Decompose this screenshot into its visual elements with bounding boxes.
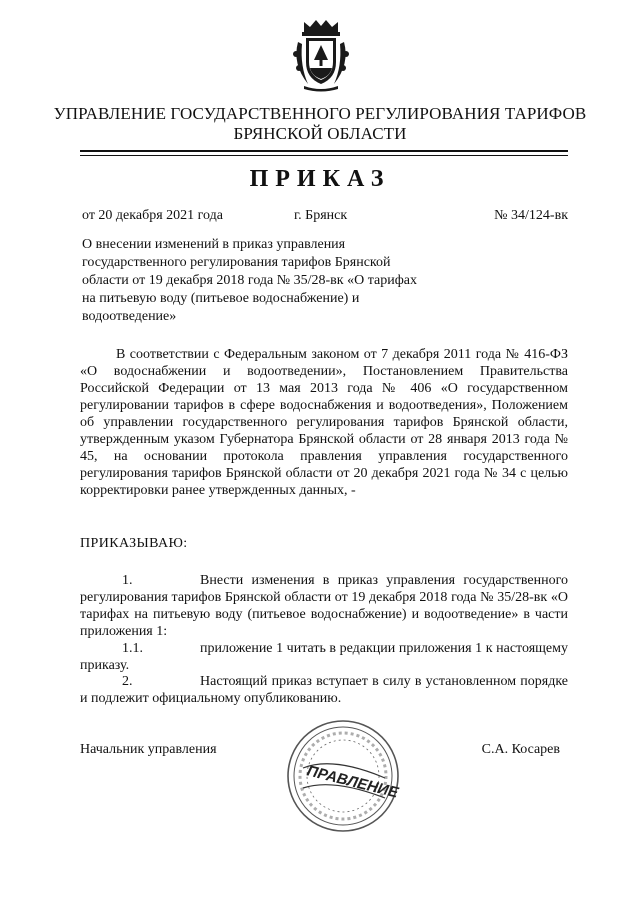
item-number: 1.1.: [122, 641, 143, 656]
item-text: Настоящий приказ вступает в силу в установленном порядке и подлежит официальному опубликованию.: [80, 674, 568, 706]
header-rule-thin: [80, 155, 568, 156]
official-seal-icon: [283, 716, 403, 836]
order-item-1-1: [80, 640, 568, 674]
seal-text: ПРАВЛЕНИЕ: [305, 762, 400, 802]
org-name-line1: УПРАВЛЕНИЕ ГОСУДАРСТВЕННОГО РЕГУЛИРОВАНИЯ ТАРИФОВ: [53, 104, 587, 123]
header-rule-thick: [80, 150, 568, 152]
document-city: г. Брянск: [294, 208, 348, 223]
document-date: от 20 декабря 2021 года: [82, 208, 223, 223]
item-number: 1.: [122, 573, 133, 588]
signatory-position: Начальник управления: [80, 742, 217, 757]
document-subject: О внесении изменений в приказ управления государственного регулирования тарифов Брянской области от 19 декабря 2018 года № 35/28-вк «О тарифах на питьевую воду (питьевое водоснабжение) и водоотведение»: [82, 237, 417, 324]
order-item-1: [80, 572, 568, 640]
item-text: Внести изменения в приказ управления государственного регулирования тарифов Брянской области от 19 декабря 2018 года № 35/28-вк «О тарифах на питьевую воду (питьевое водоснабжение) и водоотведение» в части приложения 1:: [80, 573, 568, 639]
item-text: приложение 1 читать в редакции приложения 1 к настоящему приказу.: [80, 641, 568, 673]
document-number: № 34/124-вк: [494, 208, 568, 223]
org-name-line2: БРЯНСКОЙ ОБЛАСТИ: [233, 124, 407, 143]
order-word: ПРИКАЗЫВАЮ:: [80, 536, 188, 551]
preamble-paragraph: В соответствии с Федеральным законом от 7 декабря 2011 года № 416-ФЗ «О водоснабжении и водоотведении», Постановлением Правительства Российской Федерации от 13 мая 2013 года № 406 «О государственном регулировании тарифов в сфере водоснабжения и водоотведения», Положением об управлении государственного регулирования тарифов Брянской области, утвержденным указом Губернатора Брянской области от 28 января 2013 года № 45, на основании протокола правления управления государственного регулирования тарифов Брянской области от 20 декабря 2021 года № 34 с целью корректировки ранее утвержденных данных, -: [80, 347, 568, 498]
item-number: 2.: [122, 674, 133, 689]
order-item-2: [80, 673, 568, 707]
document-title: ПРИКАЗ: [249, 166, 391, 192]
bryansk-coat-of-arms-icon: [290, 18, 352, 92]
signatory-name: С.А. Косарев: [481, 742, 560, 757]
